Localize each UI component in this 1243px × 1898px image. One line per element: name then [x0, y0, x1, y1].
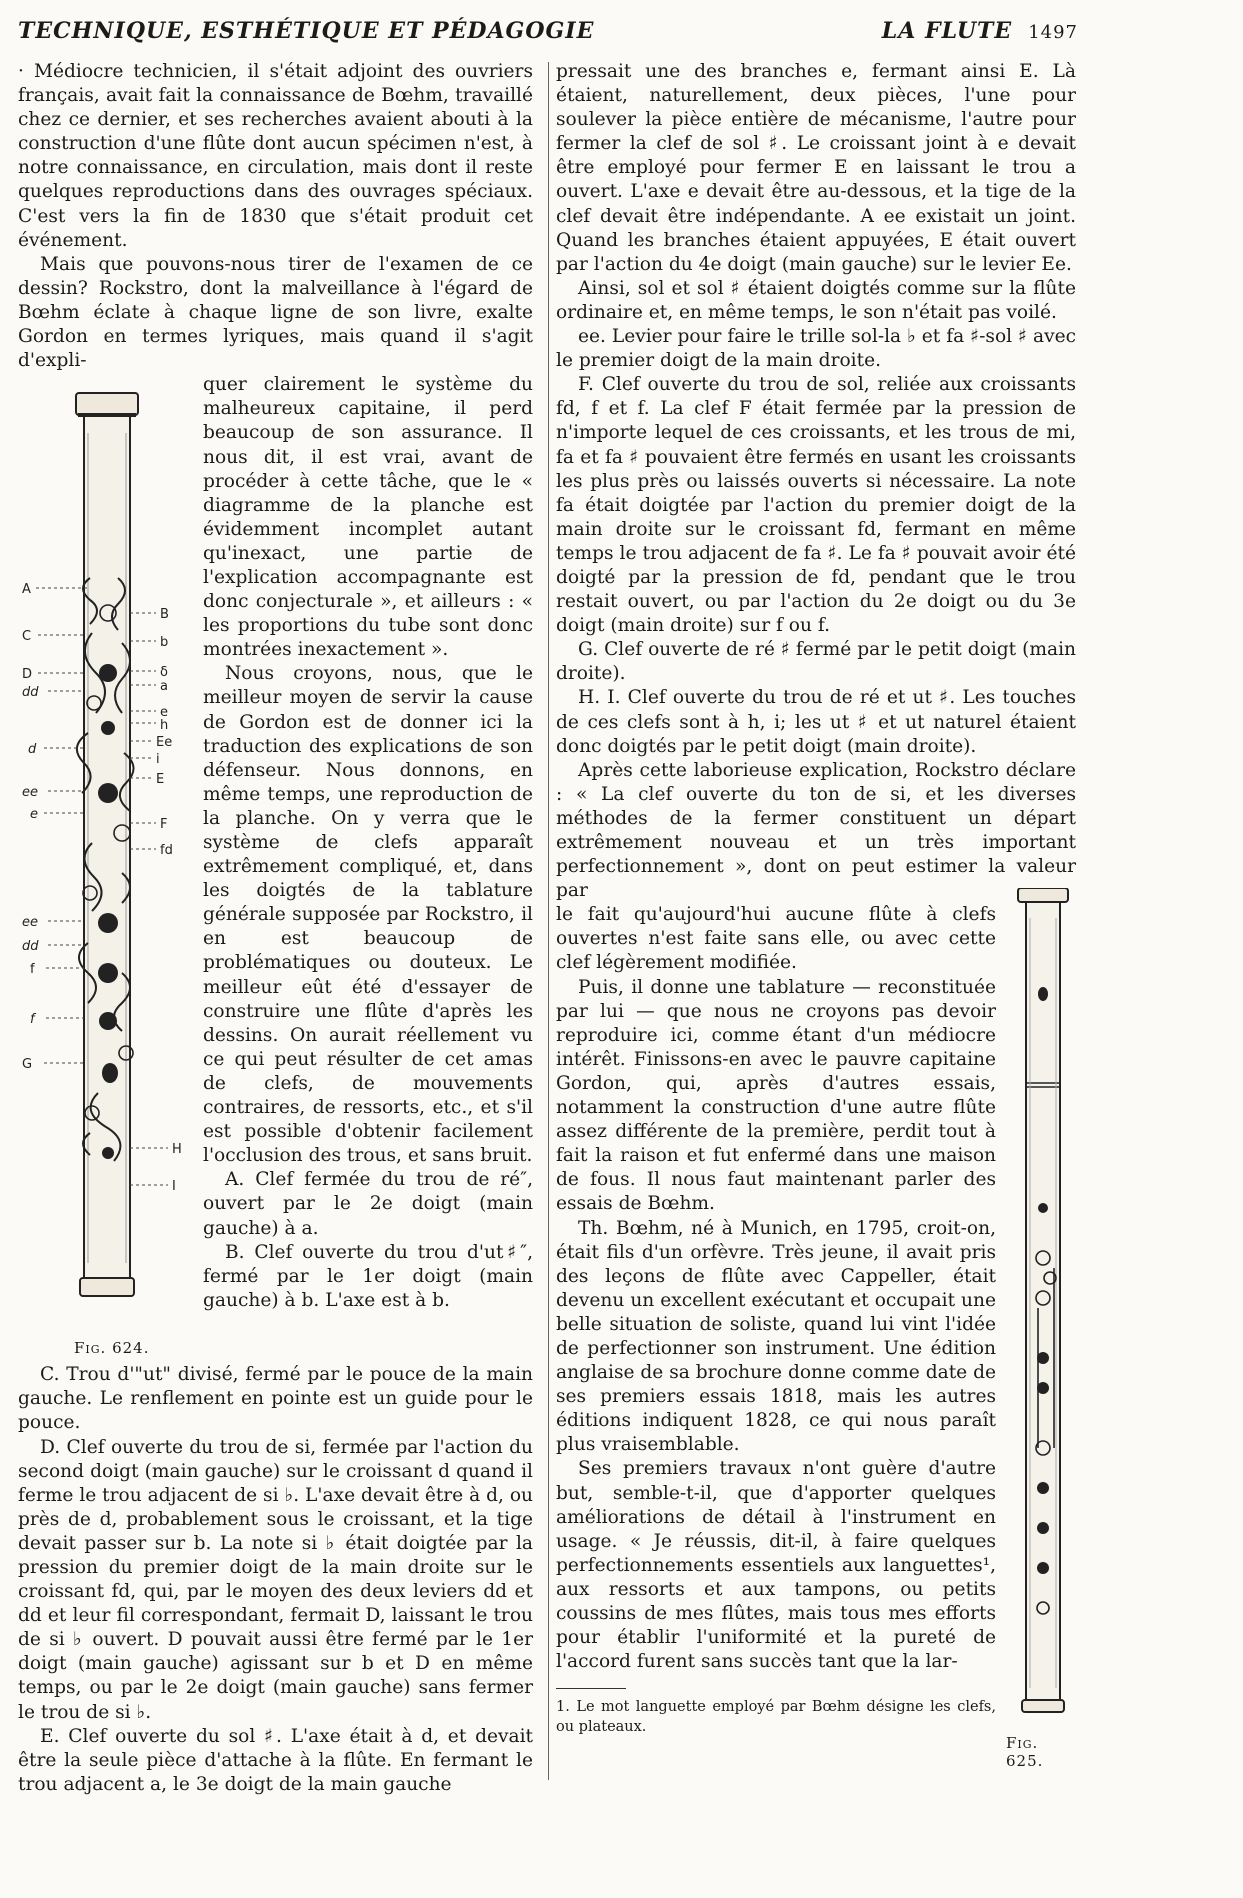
- right-paragraph-8: Puis, il donne une tablature — reconstituée par lui — que nous ne croyons pas devoir reproduire ici, comme étant d'un médiocre intérêt. Finissons-en avec le pauvre capitaine Gordon, qui, après d'autres essais, notamment la construction d'une autre flûte assez différente de la première, perdit tout à fait la raison et fut enfermé dans une maison de fous. Il nous faut maintenant parler des essais de Bœhm.: [556, 976, 996, 1215]
- fig624-label-b: b: [160, 635, 169, 651]
- key-C-description: C. Trou d'"ut" divisé, fermé par le pouce de la main gauche. Le renflement en pointe est un guide pour le pouce.: [18, 1364, 533, 1434]
- fig624-label-f: f: [30, 962, 35, 978]
- fig624-label-B: B: [160, 607, 169, 623]
- fig624-label-C: C: [22, 629, 32, 645]
- figure-624-row: [18, 373, 533, 1363]
- fig624-label-H: H: [172, 1142, 182, 1158]
- key-D-description: D. Clef ouverte du trou de si, fermée par l'action du second doigt (main gauche) sur le croissant d quand il ferme le trou adjacent de si ♭. L'axe devait être à d, ou près de d, probablement sous le croissant, et la tige devait passer sur b. La note si ♭ était doigtée par la pression du premier doigt de la main droite sur le croissant fd, qui, par le moyen des deux leviers dd et dd et leur fil correspondant, fermait D, laissant le trou de si ♭ ouvert. D pouvait aussi être fermé par le 1er doigt (main gauche) agissant sur b et D en même temps, ou par le 2e doigt (main gauche) sans fermer le trou de si ♭.: [18, 1436, 533, 1723]
- fig624-label-E: E: [156, 772, 165, 788]
- fig624-label-e: e: [30, 807, 38, 823]
- key-F-description: F. Clef ouverte du trou de sol, reliée aux croissants fd, f et f. La clef F était fermée par la pression de n'importe lequel de ces croissants, et les trous de mi, fa et fa ♯ pouvaient être fermés en usant les croissants les plus près ou laissés ouverts si nécessaire. La note fa était doigtée par l'action du premier doigt de la main droite sur le croissant fd, fermant en même temps le trou adjacent de fa ♯. Le fa ♯ pouvait avoir été doigté par la pression de fd, pendant que le trou restait ouvert, ou par l'action du 2e doigt ou du 3e doigt (main droite) sur f ou f.: [556, 374, 1076, 637]
- fig624-label-dd2: dd: [22, 939, 39, 955]
- figure-625-wrapped-text: [556, 903, 996, 1737]
- footnote-rule: [556, 1688, 626, 1689]
- figure-625: [1006, 888, 1080, 1770]
- fig624-label-Ee: Ee: [156, 735, 173, 751]
- figure-624: [18, 373, 203, 1363]
- fig624-label-h: h: [160, 718, 169, 734]
- right-paragraph-7-cont: le fait qu'aujourd'hui aucune flûte à clefs ouvertes n'est faite sans elle, ou avec cette clef légèrement modifiée.: [556, 904, 996, 974]
- fig624-label-i: i: [156, 752, 160, 768]
- figure-624-wrapped-text: [203, 373, 533, 1363]
- right-paragraph-7: Après cette laborieuse explication, Rockstro déclare : « La clef ouverte du ton de si, et les diverses méthodes de la fermer constituent un départ extrêmement nouveau et un très important perfectionnement », dont on peut estimer la valeur par: [556, 759, 1076, 902]
- running-title-right: [882, 18, 1078, 44]
- left-paragraph-3: Nous croyons, nous, que le meilleur moyen de servir la cause de Gordon est de donner ici la traduction des explications de son défenseur. Nous donnons, en même temps, une reproduction de la planche. On y verra que le système de clefs apparaît extrêmement compliqué, et, dans les doigtés de la tablature générale supposée par Rockstro, il en est beaucoup de problématiques ou douteux. Le meilleur eût été d'essayer de construire une flûte d'après les dessins. On aurait réellement vu ce qui peut résulter de cet amas de clefs, de mouvements contraires, de ressorts, etc., et s'il est possible d'obtenir facilement l'occlusion des trous, et sans bruit.: [203, 663, 533, 1167]
- fig624-label-G: G: [22, 1057, 33, 1073]
- fig624-label-D: D: [22, 667, 33, 683]
- fig624-label-fd: fd: [160, 843, 173, 859]
- running-title-left: TECHNIQUE, ESTHÉTIQUE ET PÉDAGOGIE: [18, 18, 595, 44]
- right-paragraph-1: pressait une des branches e, fermant ainsi E. Là étaient, naturellement, deux pièces, l'une pour soulever la pièce entière de mécanisme, l'autre pour fermer la clef de sol ♯. Le croissant joint à e devait être employé pour fermer E en laissant le trou a ouvert. L'axe e devait être au-dessous, et la tige de la clef devait être indépendante. A ee existait un joint. Quand les branches étaient appuyées, E était ouvert par l'action du 4e doigt (main gauche) sur le levier Ee.: [556, 61, 1076, 275]
- left-column: [18, 60, 533, 1797]
- right-column: [556, 60, 1076, 1737]
- flute-diagram-boehm: [1010, 888, 1080, 1718]
- fig624-label-A: A: [22, 582, 31, 598]
- fig624-label-I: I: [172, 1179, 176, 1195]
- fig624-label-F: F: [160, 817, 168, 833]
- key-B-description: B. Clef ouverte du trou d'ut♯″, fermé par le 1er doigt (main gauche) à b. L'axe est à b.: [203, 1241, 533, 1311]
- right-paragraph-9: Th. Bœhm, né à Munich, en 1795, croit-on, était fils d'un orfèvre. Très jeune, il avait pris des leçons de flûte avec Cappeller, était devenu un excellent exécutant et occupait une belle situation de soliste, quand lui vint l'idée de perfectionner son instrument. Une édition anglaise de sa brochure donne comme date de ses premiers essais 1818, mais les autres éditions indiquent 1828, ce qui nous paraît plus vraisemblable.: [556, 1217, 996, 1456]
- key-G-description: G. Clef ouverte de ré ♯ fermé par le petit doigt (main droite).: [556, 639, 1076, 685]
- fig624-label-d: d: [28, 742, 37, 758]
- flute-diagram-gordon: [18, 373, 203, 1363]
- left-paragraph-2-cont: quer clairement le système du malheureux capitaine, il perd beaucoup de son assurance. Il nous dit, il est vrai, avant de procéder à cette tâche, que le « diagramme de la planche est évidemment incomplet autant qu'inexact, une partie de l'explication accompagnante est donc conjecturale », et ailleurs : « les proportions du tube sont donc montrées inexactement ».: [203, 374, 533, 661]
- right-paragraph-2: Ainsi, sol et sol ♯ étaient doigtés comme sur la flûte ordinaire et, en même temps, le son n'était pas voilé.: [556, 277, 1076, 323]
- page-header: [18, 18, 1078, 52]
- fig624-label-ee2: ee: [22, 915, 38, 931]
- column-divider: [548, 62, 549, 1780]
- footnote: 1. Le mot languette employé par Bœhm désigne les clefs, ou plateaux.: [556, 1699, 996, 1736]
- key-A-description: A. Clef fermée du trou de ré″, ouvert par le 2e doigt (main gauche) à a.: [203, 1169, 533, 1239]
- fig624-label-delta: δ: [160, 665, 168, 681]
- fig624-label-dd: dd: [22, 685, 39, 701]
- key-E-description: E. Clef ouverte du sol ♯. L'axe était à d, et devait être la seule pièce d'attache à la flûte. En fermant le trou adjacent a, le 3e doigt de la main gauche: [18, 1725, 533, 1795]
- fig624-label-a: a: [160, 679, 168, 695]
- fig624-label-e-r: e: [160, 705, 168, 721]
- left-paragraph-2: Mais que pouvons-nous tirer de l'examen de ce dessin? Rockstro, dont la malveillance à l'égard de Bœhm éclate à chaque ligne de son livre, exalte Gordon en termes lyriques, mais quand il s'agit d'expli-: [18, 253, 533, 372]
- fig624-label-ee: ee: [22, 785, 38, 801]
- key-HI-description: H. I. Clef ouverte du trou de ré et ut ♯. Les touches de ces clefs sont à h, i; les ut ♯ et ut naturel étaient donc doigtés par le petit doigt (main droite).: [556, 687, 1076, 757]
- right-paragraph-10: Ses premiers travaux n'ont guère d'autre but, semble-t-il, que d'apporter quelques améliorations de détail à l'instrument en usage. « Je réussis, dit-il, à faire quelques perfectionnements essentiels aux languettes¹, aux ressorts et aux tampons, ou petits coussins de mes flûtes, mais tous mes efforts pour établir l'uniformité et la pureté de l'accord furent sans succès tant que la lar-: [556, 1458, 996, 1673]
- right-paragraph-3: ee. Levier pour faire le trille sol-la ♭ et fa ♯-sol ♯ avec le premier doigt de la main droite.: [556, 326, 1076, 372]
- page-number: 1497: [1028, 22, 1078, 43]
- left-paragraph-1: · Médiocre technicien, il s'était adjoint des ouvriers français, avait fait la connaissance de Bœhm, travaillé chez ce dernier, et ses recherches avaient abouti à la construction d'une flûte dont aucun spécimen n'est, à notre connaissance, en circulation, mais dont il reste quelques reproductions dans des ouvrages spéciaux. C'est vers la fin de 1830 que s'était produit cet événement.: [18, 61, 533, 251]
- figure-625-caption: Fig. 625.: [1006, 1734, 1044, 1770]
- figure-624-caption: Fig. 624.: [74, 1339, 150, 1358]
- fig624-label-f2: f: [30, 1012, 35, 1028]
- running-title-text: LA FLUTE: [881, 18, 1013, 44]
